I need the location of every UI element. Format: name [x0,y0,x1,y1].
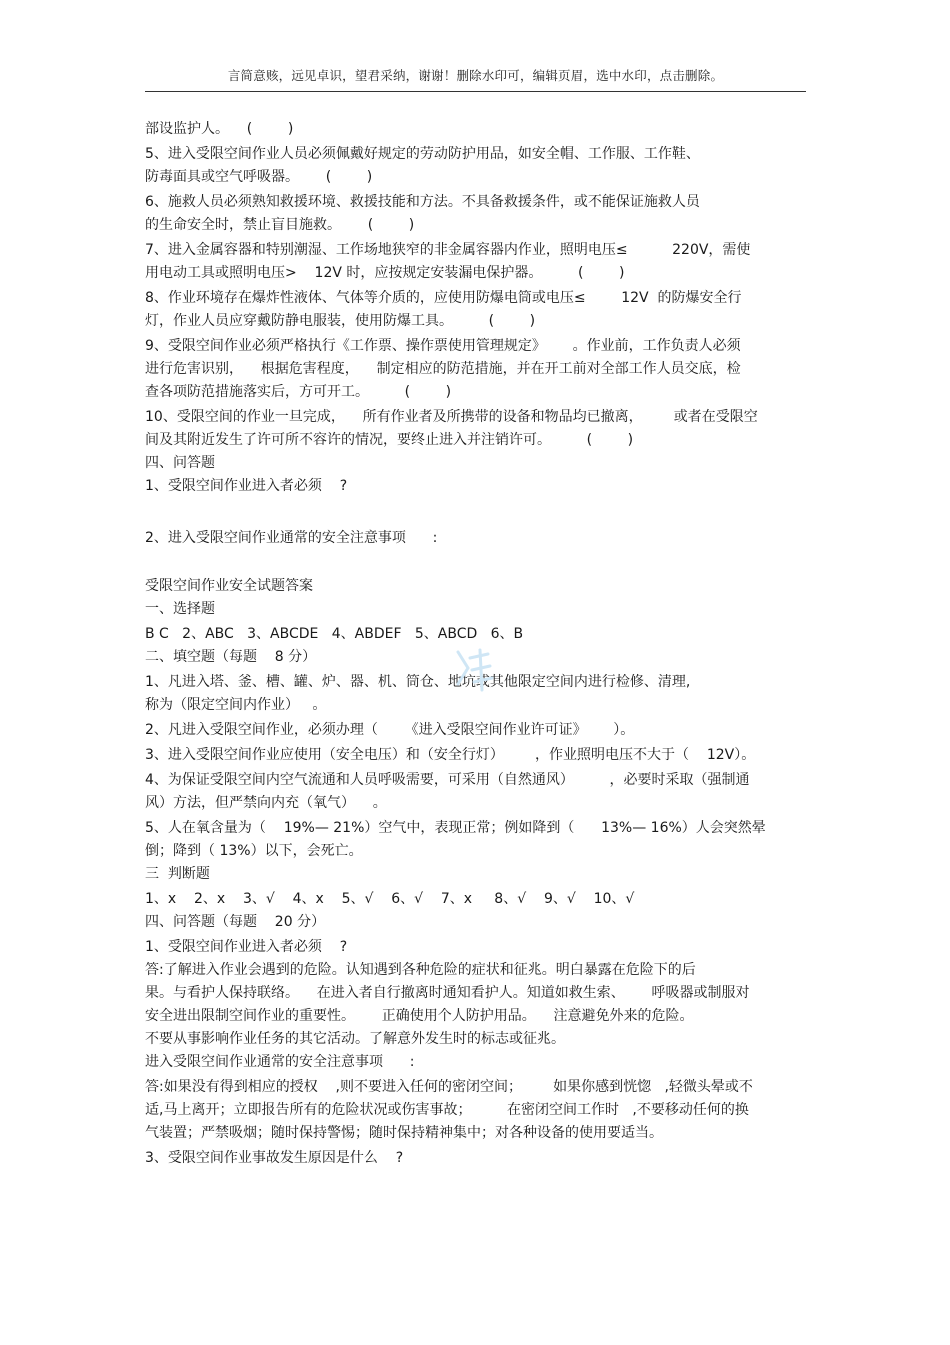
paragraph-judge-5: 5、进入受限空间作业人员必须佩戴好规定的劳动防护用品，如安全帽、工作服、工作鞋、 防毒面具或空气呼吸器。 ( ) [145,146,700,185]
answers-heading-qa: 四、问答题（每题 20 分） [145,914,326,930]
section-heading-qa: 四、问答题 [145,455,215,471]
answers-heading-fill: 二、填空题（每题 8 分） [145,649,317,665]
answers-choice: B C 2、ABC 3、ABCDE 4、ABDEF 5、ABCD 6、B [145,626,524,642]
answers-title: 受限空间作业安全试题答案 [145,578,313,594]
answer-2-text: 答:如果没有得到相应的授权 ,则不要进入任何的密闭空间； 如果你感到恍惚 ,轻微头晕或不 适,马上离开；立即报告所有的危险状况或伤害事故； 在密闭空间工作时 ,不要移动任何的换 气装置；严禁吸烟；随时保持警惕；随时保持精神集中；对各种设备的使用要适当。 [145,1079,753,1141]
question-1: 1、受限空间作业进入者必须 ? [145,478,348,494]
answers-heading-judge: 三 判断题 [145,866,210,882]
answer-fill-3: 3、进入受限空间作业应使用（安全电压）和（安全行灯） ，作业照明电压不大于（ 12V）。 [145,747,756,763]
answers-judge: 1、x 2、x 3、√ 4、x 5、√ 6、√ 7、x 8、√ 9、√ 10、√ [145,891,635,907]
paragraph-judge-7: 7、进入金属容器和特别潮湿、工作场地狭窄的非金属容器内作业，照明电压≤ 220V，需使 用电动工具或照明电压> 12V 时，应按规定安装漏电保护器。 ( ) [145,242,751,281]
answer-question-1: 1、受限空间作业进入者必须 ? [145,939,348,955]
paragraph-judge-10: 10、受限空间的作业一旦完成， 所有作业者及所携带的设备和物品均已撤离， 或者在受限空 间及其附近发生了许可所不容许的情况，要终止进入并注销许可。 ( ) [145,409,758,448]
paragraph-q4-tail: 部设监护人。 ( ) [145,121,294,137]
answer-fill-5: 5、人在氧含量为（ 19%— 21%）空气中，表现正常；例如降到（ 13%— 16%）人会突然晕 倒；降到（ 13%）以下，会死亡。 [145,820,766,859]
answer-fill-1: 1、凡进入塔、釜、槽、罐、炉、器、机、筒仓、地坑或其他限定空间内进行检修、清理, 称为（限定空间内作业） 。 [145,674,691,713]
answer-question-2: 进入受限空间作业通常的安全注意事项 : [145,1054,415,1070]
answer-fill-4: 4、为保证受限空间内空气流通和人员呼吸需要，可采用（自然通风） ，必要时采取（强制通 风）方法，但严禁向内充（氧气） 。 [145,772,750,811]
watermark-icon [444,640,504,700]
answer-1-text: 答:了解进入作业会遇到的危险。认知遇到各种危险的症状和征兆。明白暴露在危险下的后 果。与看护人保持联络。 在进入者自行撤离时通知看护人。知道如救生索、 呼吸器或制服对 安全进出限制空间作业的重要性。 正确使用个人防护用品。 注意避免外来的危险。 不要从事影响作业任务的其它活动。了解意外发生时的标志或征兆。 [145,962,750,1047]
header-rule [145,91,806,92]
paragraph-judge-6: 6、施救人员必须熟知救援环境、救援技能和方法。不具备救援条件，或不能保证施救人员 的生命安全时，禁止盲目施救。 ( ) [145,194,700,233]
answer-question-3: 3、受限空间作业事故发生原因是什么 ? [145,1150,404,1166]
answers-heading-choice: 一、选择题 [145,601,215,617]
answer-fill-2: 2、凡进入受限空间作业，必须办理（ 《进入受限空间作业许可证》 ）。 [145,722,635,738]
page-header: 言简意赅，远见卓识，望君采纳，谢谢！删除水印可，编辑页眉，选中水印，点击删除。 [227,68,724,83]
paragraph-judge-8: 8、作业环境存在爆炸性液体、气体等介质的，应使用防爆电筒或电压≤ 12V 的防爆安全行 灯，作业人员应穿戴防静电服装，使用防爆工具。 ( ) [145,290,742,329]
question-2: 2、进入受限空间作业通常的安全注意事项 : [145,530,438,546]
paragraph-judge-9: 9、受限空间作业必须严格执行《工作票、操作票使用管理规定》 。作业前，工作负责人必须 进行危害识别， 根据危害程度， 制定相应的防范措施，并在开工前对全部工作人员交底，检 查各项防范措施落实后，方可开工。 ( ) [145,338,741,400]
